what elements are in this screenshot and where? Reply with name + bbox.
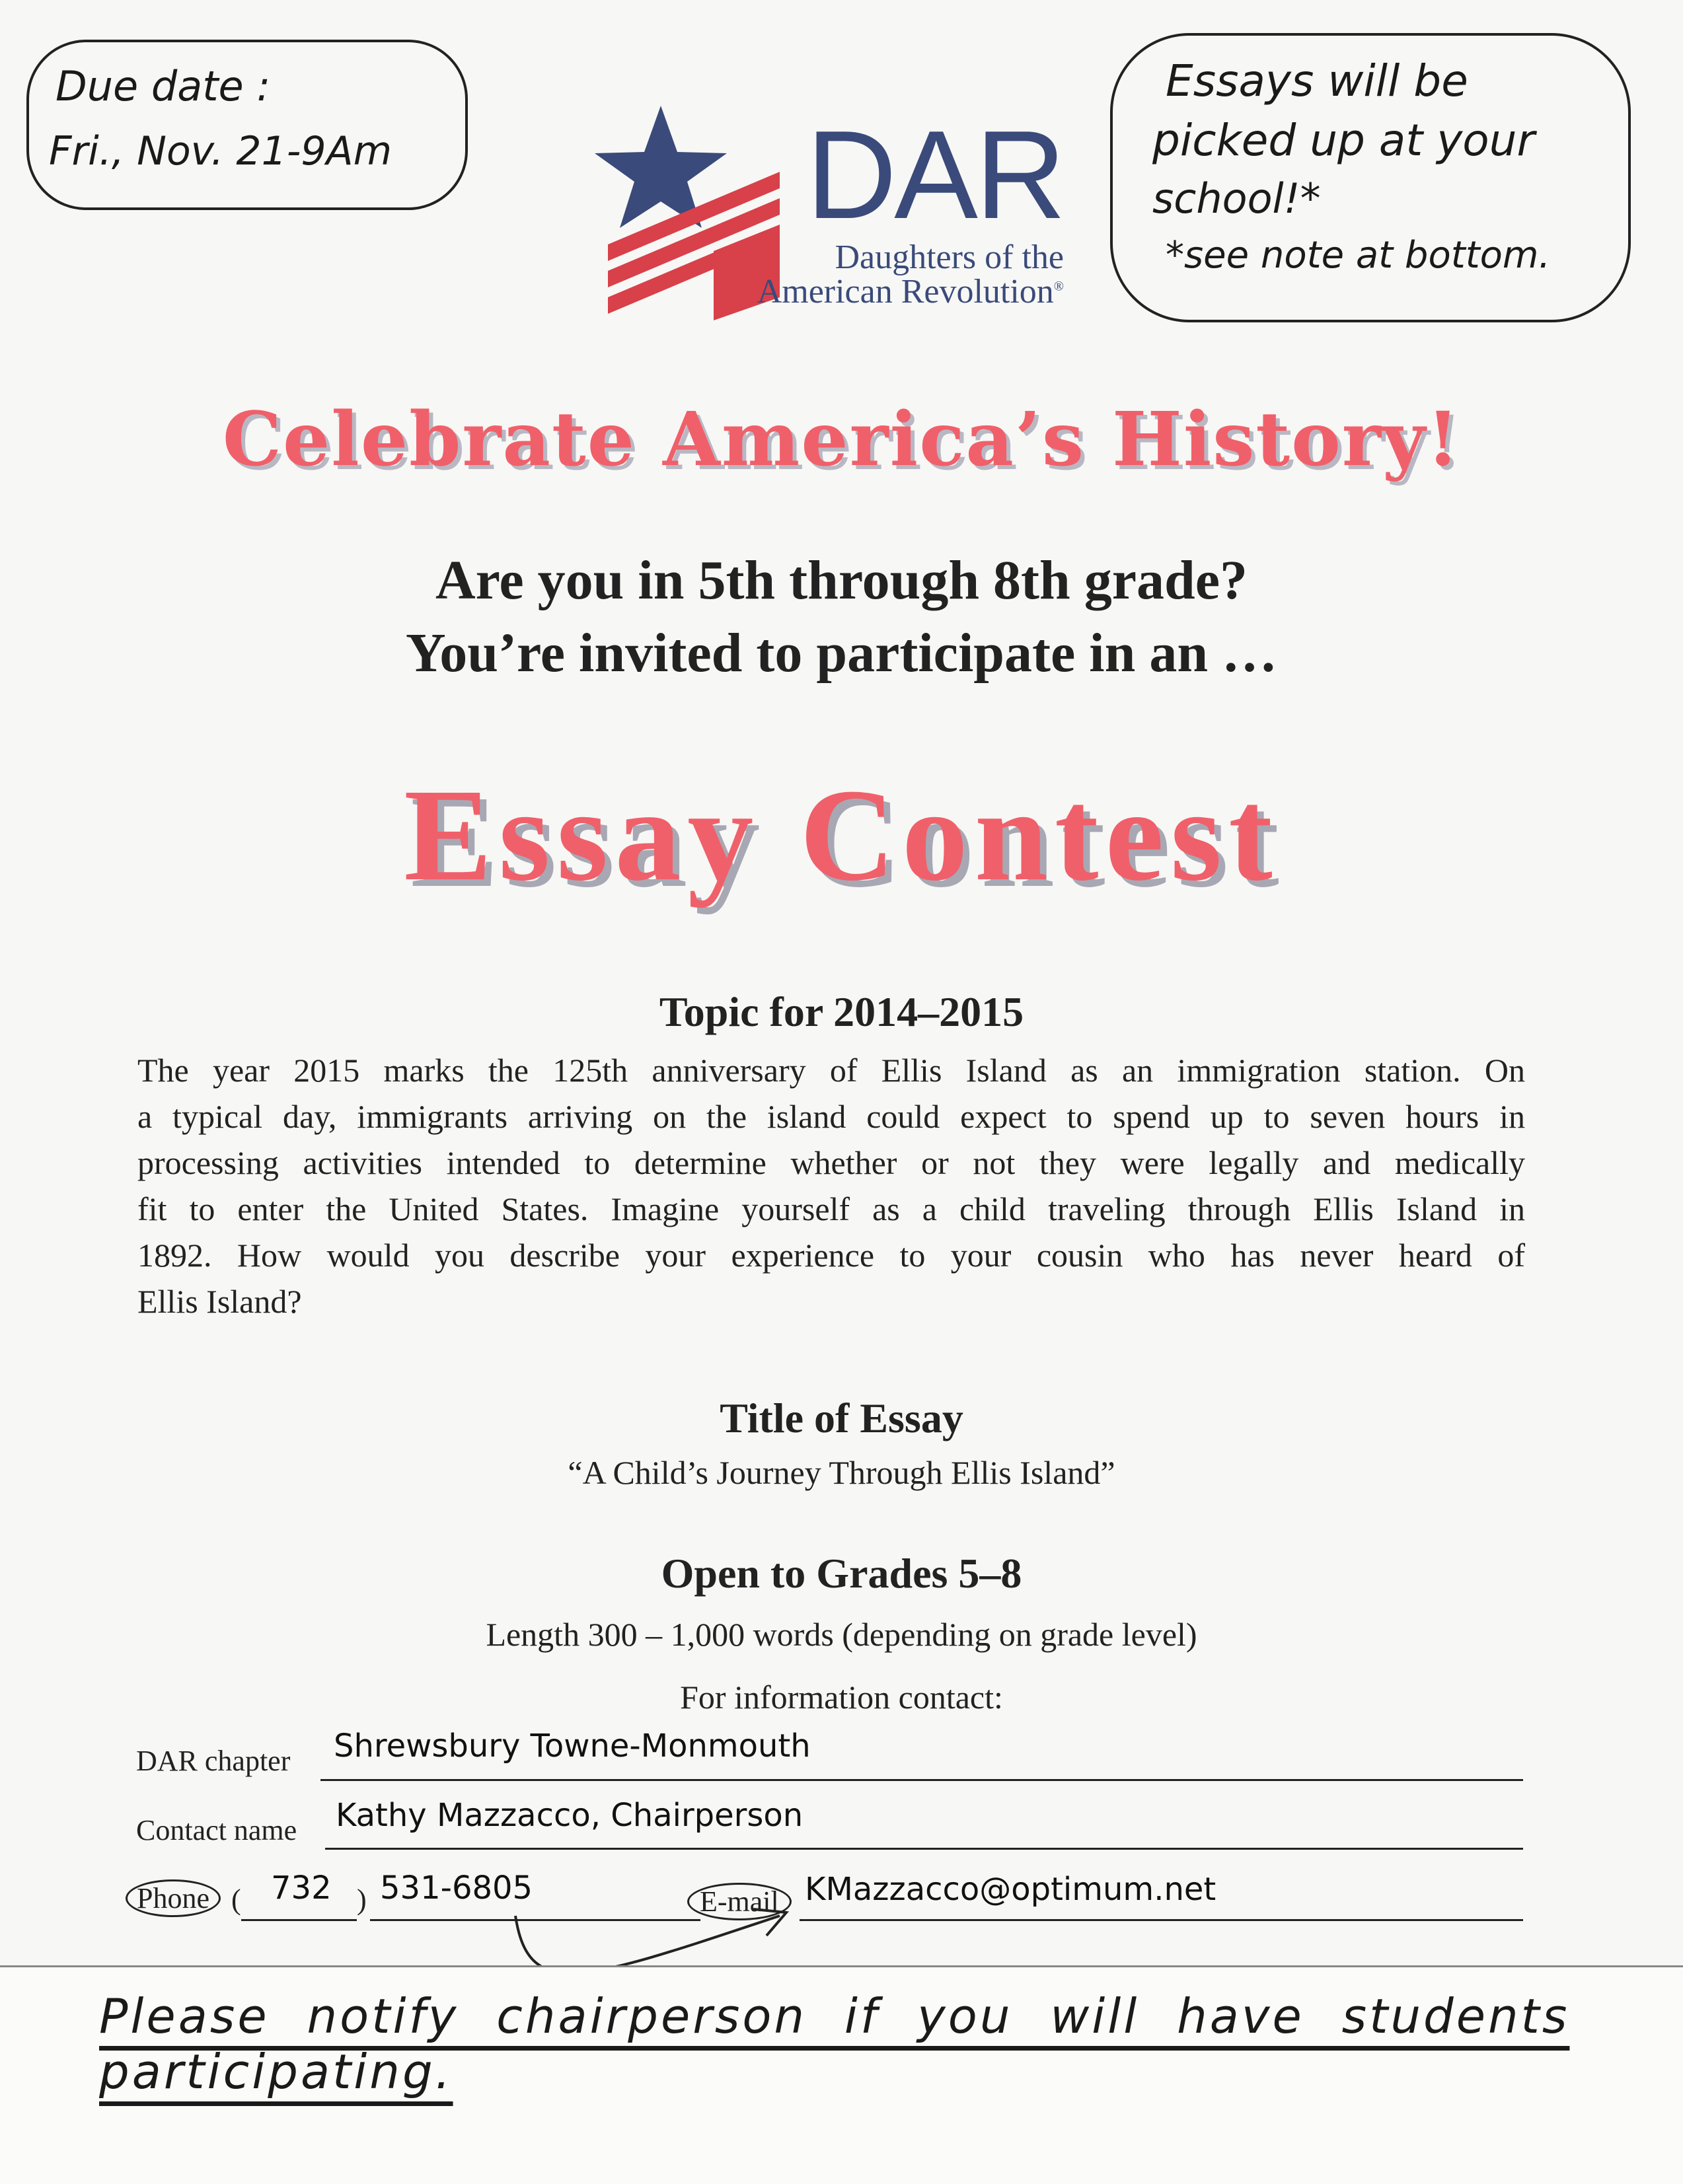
- due-date-line2: Fri., Nov. 21-9Am: [49, 128, 393, 174]
- dar-logo: [581, 99, 1084, 324]
- pickup-line2: picked up at your: [1152, 115, 1535, 166]
- pickup-note: [1110, 33, 1631, 322]
- phone-area: 732: [271, 1870, 332, 1907]
- bottom-note: Please notify chairperson if you will have students participating.: [99, 1988, 1570, 2099]
- chapter-value: Shrewsbury Towne-Monmouth: [334, 1728, 811, 1765]
- phone-open-paren: (: [231, 1883, 241, 1916]
- topic-line: The year 2015 marks the 125th anniversary of Ellis Island as an immigration station. On: [137, 1052, 1525, 1089]
- essay-title-heading: Title of Essay: [720, 1395, 963, 1441]
- due-date-line1: Due date :: [56, 62, 271, 110]
- due-date-note: [26, 40, 468, 210]
- logo-line1: Daughters of the: [835, 238, 1064, 276]
- essay-title-value: “A Child’s Journey Through Ellis Island”: [568, 1454, 1115, 1491]
- phone-number: 531-6805: [380, 1870, 533, 1907]
- topic-heading: Topic for 2014–2015: [659, 988, 1024, 1035]
- pickup-line3: school!*: [1152, 174, 1321, 223]
- subhead-line1: Are you in 5th through 8th grade?: [435, 550, 1248, 611]
- contact-intro: For information contact:: [680, 1679, 1003, 1716]
- phone-label: [126, 1879, 221, 1917]
- logo-line2-text: American Revolution: [757, 273, 1054, 310]
- topic-line: fit to enter the United States. Imagine yourself as a child traveling through Ellis Island in: [137, 1190, 1525, 1227]
- pickup-line1: Essays will be: [1166, 55, 1468, 106]
- topic-line: processing activities intended to determine whether or not they were legally and medically: [137, 1144, 1525, 1181]
- email-label-text: E-mail: [700, 1885, 779, 1918]
- contest-title: Essay Contest: [404, 762, 1279, 908]
- topic-body: [137, 1047, 1525, 1325]
- email-value: KMazzacco@optimum.net: [805, 1871, 1216, 1908]
- phone-close-paren: ): [357, 1883, 367, 1916]
- email-underline: [800, 1919, 1523, 1921]
- chapter-underline: [320, 1779, 1523, 1781]
- logo-abbr: DAR: [806, 105, 1064, 245]
- pickup-line4: *see note at bottom.: [1166, 234, 1551, 277]
- topic-line: a typical day, immigrants arriving on the island could expect to spend up to seven hours in: [137, 1098, 1525, 1135]
- registered-mark: ®: [1053, 279, 1064, 294]
- topic-line: 1892. How would you describe your experience to your cousin who has never heard of: [137, 1237, 1525, 1274]
- subhead-line2: You’re invited to participate in an …: [405, 622, 1278, 684]
- phone-label-text: Phone: [137, 1882, 209, 1914]
- grades-heading: Open to Grades 5–8: [661, 1550, 1022, 1597]
- contact-underline: [325, 1848, 1523, 1850]
- contact-label: Contact name: [136, 1814, 297, 1846]
- phone-area-underline: [241, 1919, 357, 1921]
- logo-line2: [733, 272, 1064, 311]
- headline: Celebrate America’s History!: [222, 396, 1461, 483]
- topic-line: Ellis Island?: [137, 1283, 302, 1320]
- contact-value: Kathy Mazzacco, Chairperson: [336, 1797, 804, 1834]
- length-text: Length 300 – 1,000 words (depending on grade level): [486, 1616, 1197, 1653]
- chapter-label: DAR chapter: [136, 1745, 291, 1777]
